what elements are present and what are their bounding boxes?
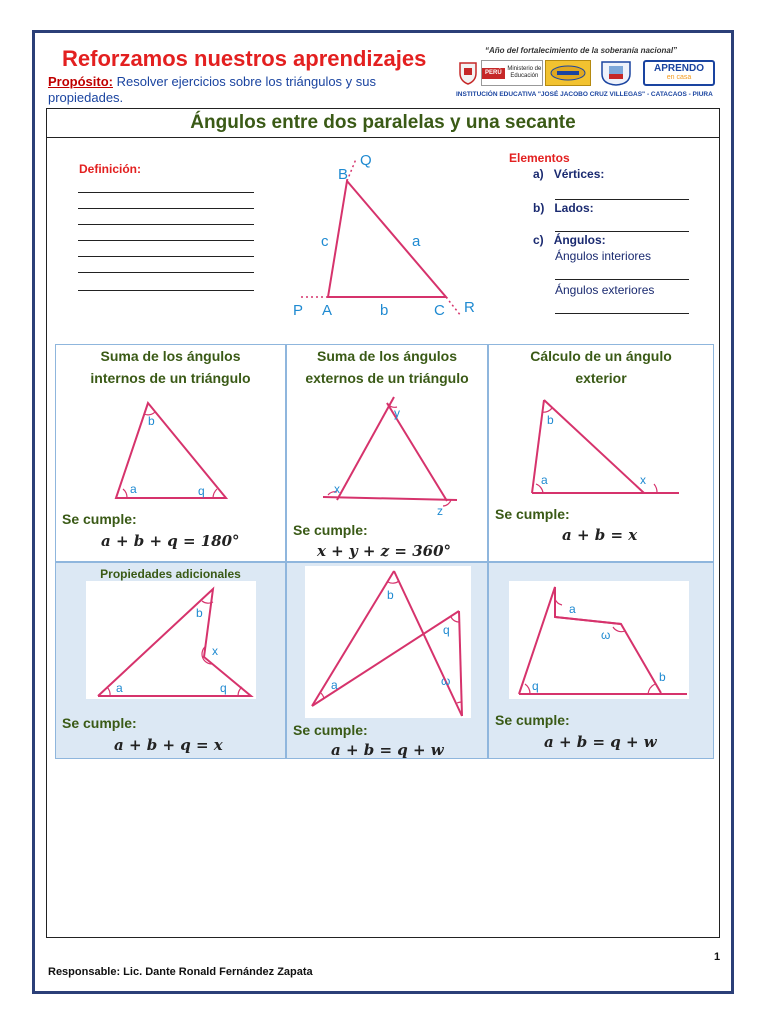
- angle-label-a: a: [569, 602, 576, 616]
- logos-strip: [457, 56, 717, 86]
- formula: a + b = q + w: [331, 741, 444, 759]
- card-property-1: [55, 562, 286, 759]
- property-3-figure: [509, 581, 689, 699]
- vertices-blank-line: [555, 199, 689, 200]
- footer-responsible: Responsable: Lic. Dante Ronald Fernández Zapata: [48, 966, 313, 978]
- external-angles-figure: [307, 395, 487, 515]
- section-title: Ángulos entre dos paralelas y una secante: [46, 108, 720, 138]
- figure-panel: [305, 566, 471, 718]
- label-q: Q: [360, 152, 372, 169]
- formula: a + b + q = x: [114, 736, 223, 754]
- item-marker: c): [533, 233, 544, 247]
- aprendo-logo-subtext: en casa: [666, 74, 692, 81]
- label-side-a: a: [412, 233, 421, 250]
- angle-label-q: q: [443, 623, 450, 637]
- card-property-2: [286, 562, 488, 759]
- peru-minedu-logo: [481, 60, 543, 86]
- se-cumple-label: Se cumple:: [62, 715, 137, 731]
- angle-label-q: q: [198, 484, 205, 498]
- ugel-logo: [545, 60, 591, 86]
- label-vertex-c: C: [434, 302, 445, 319]
- formula: a + b + q = 180°: [101, 532, 240, 550]
- angle-label-a: a: [116, 681, 123, 695]
- formula: a + b = q + w: [544, 733, 657, 751]
- angle-label-w: ω: [601, 628, 611, 642]
- page-title: Reforzamos nuestros aprendizajes: [62, 46, 427, 71]
- item-text: Vértices:: [553, 167, 605, 181]
- card-property-3: [488, 562, 714, 759]
- angle-label-b: b: [148, 414, 155, 428]
- se-cumple-label: Se cumple:: [293, 722, 368, 738]
- angle-label-b: b: [387, 588, 394, 602]
- se-cumple-label: Se cumple:: [495, 712, 570, 728]
- card-title-line: Suma de los ángulos: [316, 348, 458, 364]
- sides-blank-line: [555, 231, 689, 232]
- card-title-line: Suma de los ángulos: [100, 348, 241, 364]
- card-title-line: externos de un triángulo: [305, 370, 469, 386]
- label-side-c: c: [321, 233, 329, 250]
- formula: a + b = x: [562, 526, 638, 544]
- definition-label: Definición:: [79, 162, 141, 176]
- property-2-figure: [305, 566, 471, 718]
- angle-label-a: a: [331, 678, 338, 692]
- angle-label-y: y: [394, 406, 400, 420]
- angle-label-a: a: [541, 473, 548, 487]
- definition-blank-line: [78, 290, 254, 291]
- angle-label-b: b: [659, 670, 666, 684]
- purpose: [48, 74, 448, 106]
- angle-label-x: x: [212, 644, 218, 658]
- elements-item: [533, 167, 604, 181]
- aprendo-logo-text: APRENDO: [653, 63, 704, 74]
- angle-label-x: x: [640, 473, 646, 487]
- item-text: Lados:: [554, 201, 594, 215]
- card-internal-angles: [55, 344, 286, 562]
- angle-label-q: q: [532, 679, 539, 693]
- card-external-angles: [286, 344, 488, 562]
- angle-label-b: b: [196, 606, 203, 620]
- page-number: 1: [714, 951, 721, 963]
- angle-label-b: b: [547, 413, 554, 427]
- definition-blank-line: [78, 208, 254, 209]
- exterior-angle-figure: [514, 395, 689, 505]
- aprendo-en-casa-logo: [643, 60, 715, 86]
- peru-shield-logo: [457, 60, 479, 86]
- card-title-line: internos de un triángulo: [90, 370, 251, 386]
- label-vertex-a: A: [322, 302, 333, 319]
- label-p: P: [293, 302, 304, 319]
- interior-angles-label: Ángulos interiores: [555, 249, 652, 263]
- definition-blank-line: [78, 224, 254, 225]
- angle-label-x: x: [334, 482, 340, 496]
- elements-item: [533, 233, 606, 247]
- item-text: Ángulos:: [553, 233, 606, 247]
- definition-blank-line: [78, 192, 254, 193]
- se-cumple-label: Se cumple:: [293, 522, 368, 538]
- exterior-blank-line: [555, 313, 689, 314]
- label-vertex-b: B: [338, 166, 349, 183]
- formula: x + y + z = 360°: [317, 542, 452, 560]
- card-title-line: Cálculo de un ángulo: [530, 348, 672, 364]
- property-1-figure: [86, 581, 256, 699]
- angle-label-a: a: [130, 482, 137, 496]
- minedu-logo-text: Ministerio de Educación: [507, 66, 542, 79]
- elements-item: [533, 201, 594, 215]
- purpose-text: Resolver ejercicios sobre los triángulos y sus propiedades.: [48, 74, 377, 105]
- item-marker: b): [533, 201, 545, 215]
- angle-label-w: ω: [441, 674, 451, 688]
- main-triangle-figure: [280, 146, 490, 326]
- exterior-angles-label: Ángulos exteriores: [555, 283, 655, 297]
- se-cumple-label: Se cumple:: [62, 511, 137, 527]
- angle-label-z: z: [437, 504, 443, 515]
- internal-angles-figure: [106, 395, 286, 505]
- interior-blank-line: [555, 279, 689, 280]
- definition-blank-line: [78, 272, 254, 273]
- school-crest-logo: [595, 60, 637, 86]
- figure-panel: [86, 581, 256, 699]
- angle-label-q: q: [220, 681, 227, 695]
- motto: “Año del fortalecimiento de la soberanía nacional”: [485, 46, 678, 55]
- definition-blank-line: [78, 256, 254, 257]
- institution-name: INSTITUCIÓN EDUCATIVA "JOSÉ JACOBO CRUZ VILLEGAS" - CATACAOS - PIURA: [456, 91, 713, 98]
- definition-blank-line: [78, 240, 254, 241]
- purpose-label: Propósito:: [48, 74, 113, 89]
- elements-label: Elementos: [509, 151, 570, 165]
- label-r: R: [464, 299, 475, 316]
- se-cumple-label: Se cumple:: [495, 506, 570, 522]
- card-exterior-angle: [488, 344, 714, 562]
- peru-logo-text: PERÚ: [482, 68, 505, 79]
- additional-properties-title: Propiedades adicionales: [100, 567, 241, 581]
- card-title-line: exterior: [575, 370, 627, 386]
- item-marker: a): [533, 167, 544, 181]
- figure-panel: [509, 581, 689, 699]
- label-side-b: b: [380, 302, 389, 319]
